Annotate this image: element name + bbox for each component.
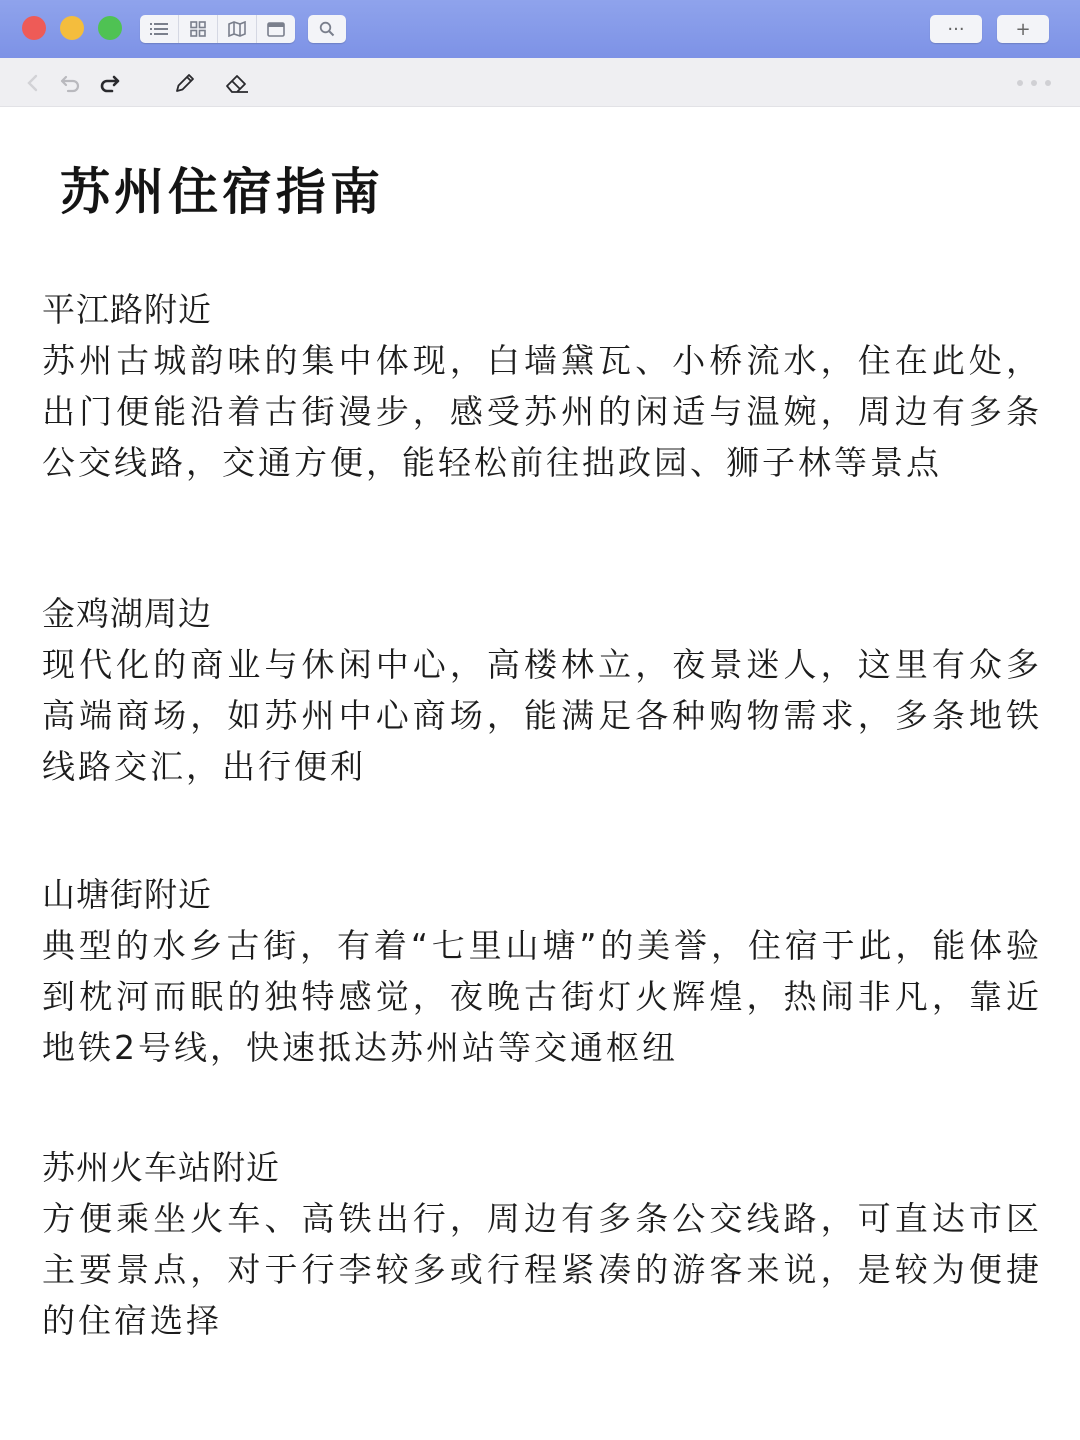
minimize-window-button[interactable] [60, 16, 84, 40]
section-body: 典型的水乡古街，有着“七里山塘”的美誉，住宿于此，能体验到枕河而眠的独特感觉，夜晚古街灯火辉煌，热闹非凡，靠近地铁2号线，快速抵达苏州站等交通枢纽 [42, 926, 1042, 1067]
title-bar [0, 0, 1080, 58]
add-note-button[interactable]: + [997, 15, 1049, 43]
more-icon [1016, 79, 1052, 87]
section-heading: 山塘街附近 [42, 875, 212, 914]
list-view-icon [150, 22, 168, 36]
undo-icon [60, 73, 82, 93]
section-heading: 苏州火车站附近 [42, 1148, 280, 1187]
eraser-tool-button[interactable] [224, 70, 250, 96]
section-body: 苏州古城韵味的集中体现，白墙黛瓦、小桥流水，住在此处，出门便能沿着古街漫步，感受苏州的闲适与温婉，周边有多条公交线路，交通方便，能轻松前往拙政园、狮子林等景点 [42, 341, 1042, 482]
section-heading: 平江路附近 [42, 290, 212, 329]
undo-button[interactable] [58, 70, 84, 96]
note-content[interactable] [0, 107, 1080, 1440]
toolbar-more-button[interactable] [1012, 70, 1056, 96]
pencil-tool-button[interactable] [172, 70, 198, 96]
section-jinji-lake [42, 589, 1042, 792]
search-icon [319, 21, 335, 37]
eraser-icon [224, 71, 250, 95]
back-icon [26, 74, 40, 92]
view-switcher [140, 15, 295, 43]
pencil-icon [173, 71, 197, 95]
calendar-view-button[interactable] [257, 15, 295, 43]
search-button[interactable] [308, 15, 346, 43]
section-body: 方便乘坐火车、高铁出行，周边有多条公交线路，可直达市区主要景点，对于行李较多或行程紧凑的游客来说，是较为便捷的住宿选择 [42, 1199, 1042, 1340]
grid-view-button[interactable] [179, 15, 218, 43]
more-options-button[interactable]: ··· [930, 15, 982, 43]
edit-toolbar [0, 58, 1080, 107]
zoom-window-button[interactable] [98, 16, 122, 40]
section-pingjiang-road [42, 285, 1042, 488]
redo-button[interactable] [96, 70, 122, 96]
close-window-button[interactable] [22, 16, 46, 40]
map-view-button[interactable] [218, 15, 257, 43]
back-button[interactable] [20, 70, 46, 96]
section-heading: 金鸡湖周边 [42, 594, 212, 633]
grid-view-icon [190, 21, 206, 37]
calendar-icon [267, 21, 285, 37]
redo-icon [98, 73, 120, 93]
map-icon [228, 21, 246, 37]
list-view-button[interactable] [140, 15, 179, 43]
note-title: 苏州住宿指南 [60, 163, 384, 221]
section-suzhou-railway-station [42, 1143, 1042, 1346]
section-shantang-street [42, 870, 1042, 1073]
section-body: 现代化的商业与休闲中心，高楼林立，夜景迷人，这里有众多高端商场，如苏州中心商场，能满足各种购物需求，多条地铁线路交汇，出行便利 [42, 645, 1042, 786]
